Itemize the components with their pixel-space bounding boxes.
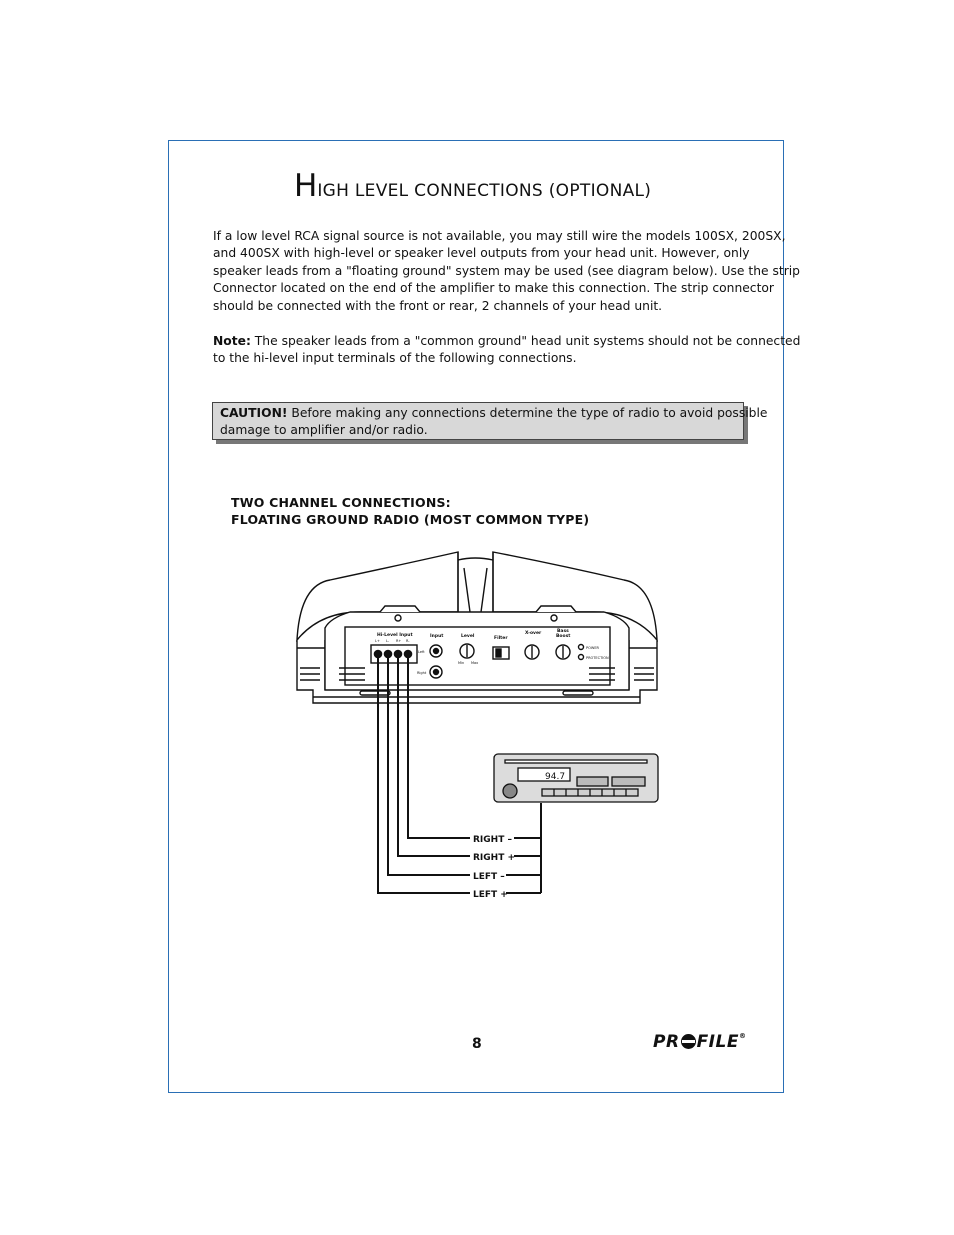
right-label: Right [417, 671, 427, 675]
note-text: The speaker leads from a "common ground" head unit systems should not be connected [250, 334, 801, 348]
input-label: Input [430, 634, 444, 639]
note-text-2: to the hi-level input terminals of the following connections. [213, 351, 577, 366]
amplifier-illustration [297, 552, 657, 703]
terminal-label: R+ [396, 639, 402, 643]
logo-o-icon [681, 1034, 696, 1049]
wire-label-right-negative: RIGHT – [473, 835, 512, 845]
min-label: Min [458, 661, 465, 665]
power-label: POWER [586, 646, 599, 650]
title-rest: IGH LEVEL CONNECTIONS (OPTIONAL) [317, 181, 652, 201]
protection-label: PROTECTION [586, 656, 609, 660]
intro-line: Connector located on the end of the amplifier to make this connection. The strip connector [213, 281, 774, 296]
caution-text-2: damage to amplifier and/or radio. [220, 423, 428, 438]
section-heading-1: TWO CHANNEL CONNECTIONS: [231, 495, 451, 510]
note-label: Note: [213, 334, 251, 348]
terminal-label: L- [386, 639, 390, 643]
caution-text: Before making any connections determine the type of radio to avoid possible [287, 406, 768, 420]
title-initial: H [294, 168, 318, 204]
wire-label-left-negative: LEFT – [473, 872, 505, 882]
filter-label: Filter [494, 636, 508, 641]
intro-line: If a low level RCA signal source is not available, you may still wire the models 100SX, 200SX, [213, 229, 786, 243]
left-label: Left [418, 650, 425, 654]
bass-label: Bass [557, 629, 569, 634]
boost-label: Boost [556, 634, 571, 639]
wire-label-left-positive: LEFT + [473, 890, 508, 900]
intro-line: should be connected with the front or rear, 2 channels of your head unit. [213, 298, 663, 313]
logo-registered-mark: ® [738, 1032, 747, 1040]
intro-line: and 400SX with high-level or speaker level outputs from your head unit. However, only [213, 246, 750, 261]
page-number: 8 [472, 1036, 482, 1052]
wire-label-right-positive: RIGHT + [473, 853, 516, 863]
logo-text-post: FILE [696, 1032, 739, 1052]
head-unit-radio [494, 754, 658, 802]
xover-label: X-over [525, 631, 542, 636]
section-heading-2: FLOATING GROUND RADIO (MOST COMMON TYPE) [231, 512, 590, 527]
radio-display: 94.7 [545, 772, 566, 782]
level-label: Level [461, 634, 475, 639]
caution-label: CAUTION! [220, 406, 288, 420]
terminal-label: L+ [375, 639, 380, 643]
terminal-label: R- [406, 639, 410, 643]
profile-logo [653, 1032, 746, 1052]
intro-line: speaker leads from a "floating ground" system may be used (see diagram below). Use the strip [213, 263, 800, 278]
logo-text-pre: PR [653, 1032, 680, 1052]
max-label: Max [471, 661, 479, 665]
hi-level-input-label: Hi-Level Input [377, 633, 413, 638]
